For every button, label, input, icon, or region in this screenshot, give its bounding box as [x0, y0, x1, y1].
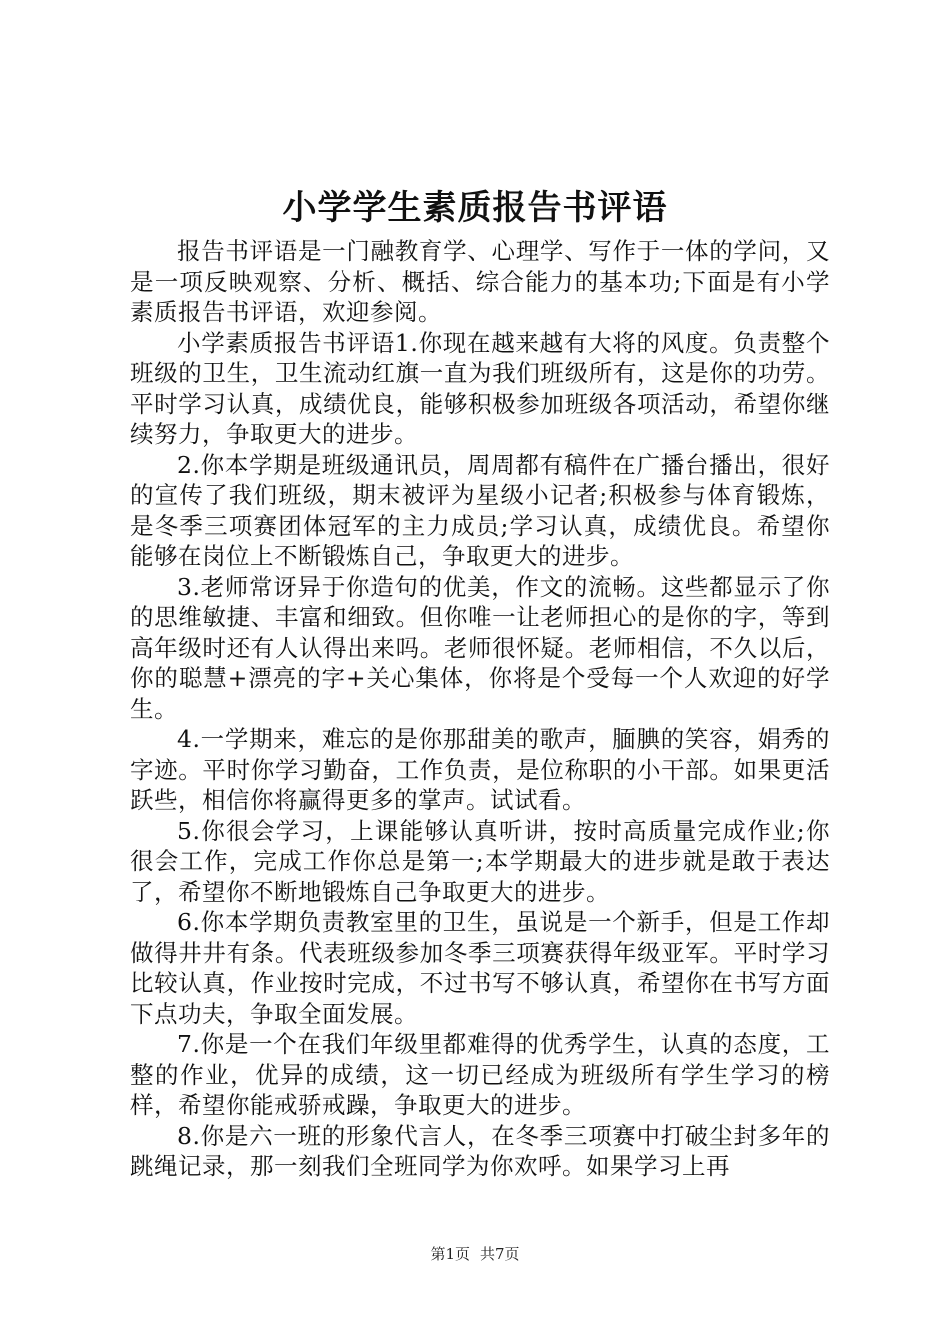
page-number: 第1页 [430, 1245, 470, 1263]
paragraph-comment-4: 4.一学期来，难忘的是你那甜美的歌声，腼腆的笑容，娟秀的字迹。平时你学习勤奋，工作负责，是位称职的小干部。如果更活跃些，相信你将赢得更多的掌声。试试看。 [130, 725, 830, 814]
paragraph-comment-6: 6.你本学期负责教室里的卫生，虽说是一个新手，但是工作却做得井井有条。代表班级参加冬季三项赛获得年级亚军。平时学习比较认真，作业按时完成，不过书写不够认真，希望你在书写方面下点功夫，争取全面发展。 [130, 908, 830, 1028]
page-total: 共7页 [480, 1245, 520, 1263]
paragraph-comment-5: 5.你很会学习，上课能够认真听讲，按时高质量完成作业;你很会工作，完成工作你总是第一;本学期最大的进步就是敢于表达了，希望你不断地锻炼自己争取更大的进步。 [130, 816, 830, 906]
paragraph-comment-3: 3.老师常讶异于你造句的优美，作文的流畅。这些都显示了你的思维敏捷、丰富和细致。但你唯一让老师担心的是你的字，等到高年级时还有人认得出来吗。老师很怀疑。老师相信，不久以后，你的聪慧+漂亮的字+关心集体，你将是个受每一个人欢迎的好学生。 [130, 572, 830, 723]
page-footer [0, 1244, 950, 1264]
document-body [130, 236, 830, 1182]
paragraph-comment-7: 7.你是一个在我们年级里都难得的优秀学生，认真的态度，工整的作业，优异的成绩，这一切已经成为班级所有学生学习的榜样，希望你能戒骄戒躁，争取更大的进步。 [130, 1030, 830, 1119]
paragraph-comment-8: 8.你是六一班的形象代言人，在冬季三项赛中打破尘封多年的跳绳记录，那一刻我们全班同学为你欢呼。如果学习上再 [130, 1121, 830, 1180]
paragraph-intro: 报告书评语是一门融教育学、心理学、写作于一体的学问，又是一项反映观察、分析、概括、综合能力的基本功;下面是有小学素质报告书评语，欢迎参阅。 [130, 237, 830, 326]
paragraph-comment-2: 2.你本学期是班级通讯员，周周都有稿件在广播台播出，很好的宣传了我们班级，期末被评为星级小记者;积极参与体育锻炼，是冬季三项赛团体冠军的主力成员;学习认真，成绩优良。希望你能够在岗位上不断锻炼自己，争取更大的进步。 [130, 450, 830, 570]
paragraph-comment-1: 小学素质报告书评语1.你现在越来越有大将的风度。负责整个班级的卫生，卫生流动红旗一直为我们班级所有，这是你的功劳。平时学习认真，成绩优良，能够积极参加班级各项活动，希望你继续努力，争取更大的进步。 [130, 328, 830, 448]
document-title: 小学学生素质报告书评语 [282, 188, 668, 228]
